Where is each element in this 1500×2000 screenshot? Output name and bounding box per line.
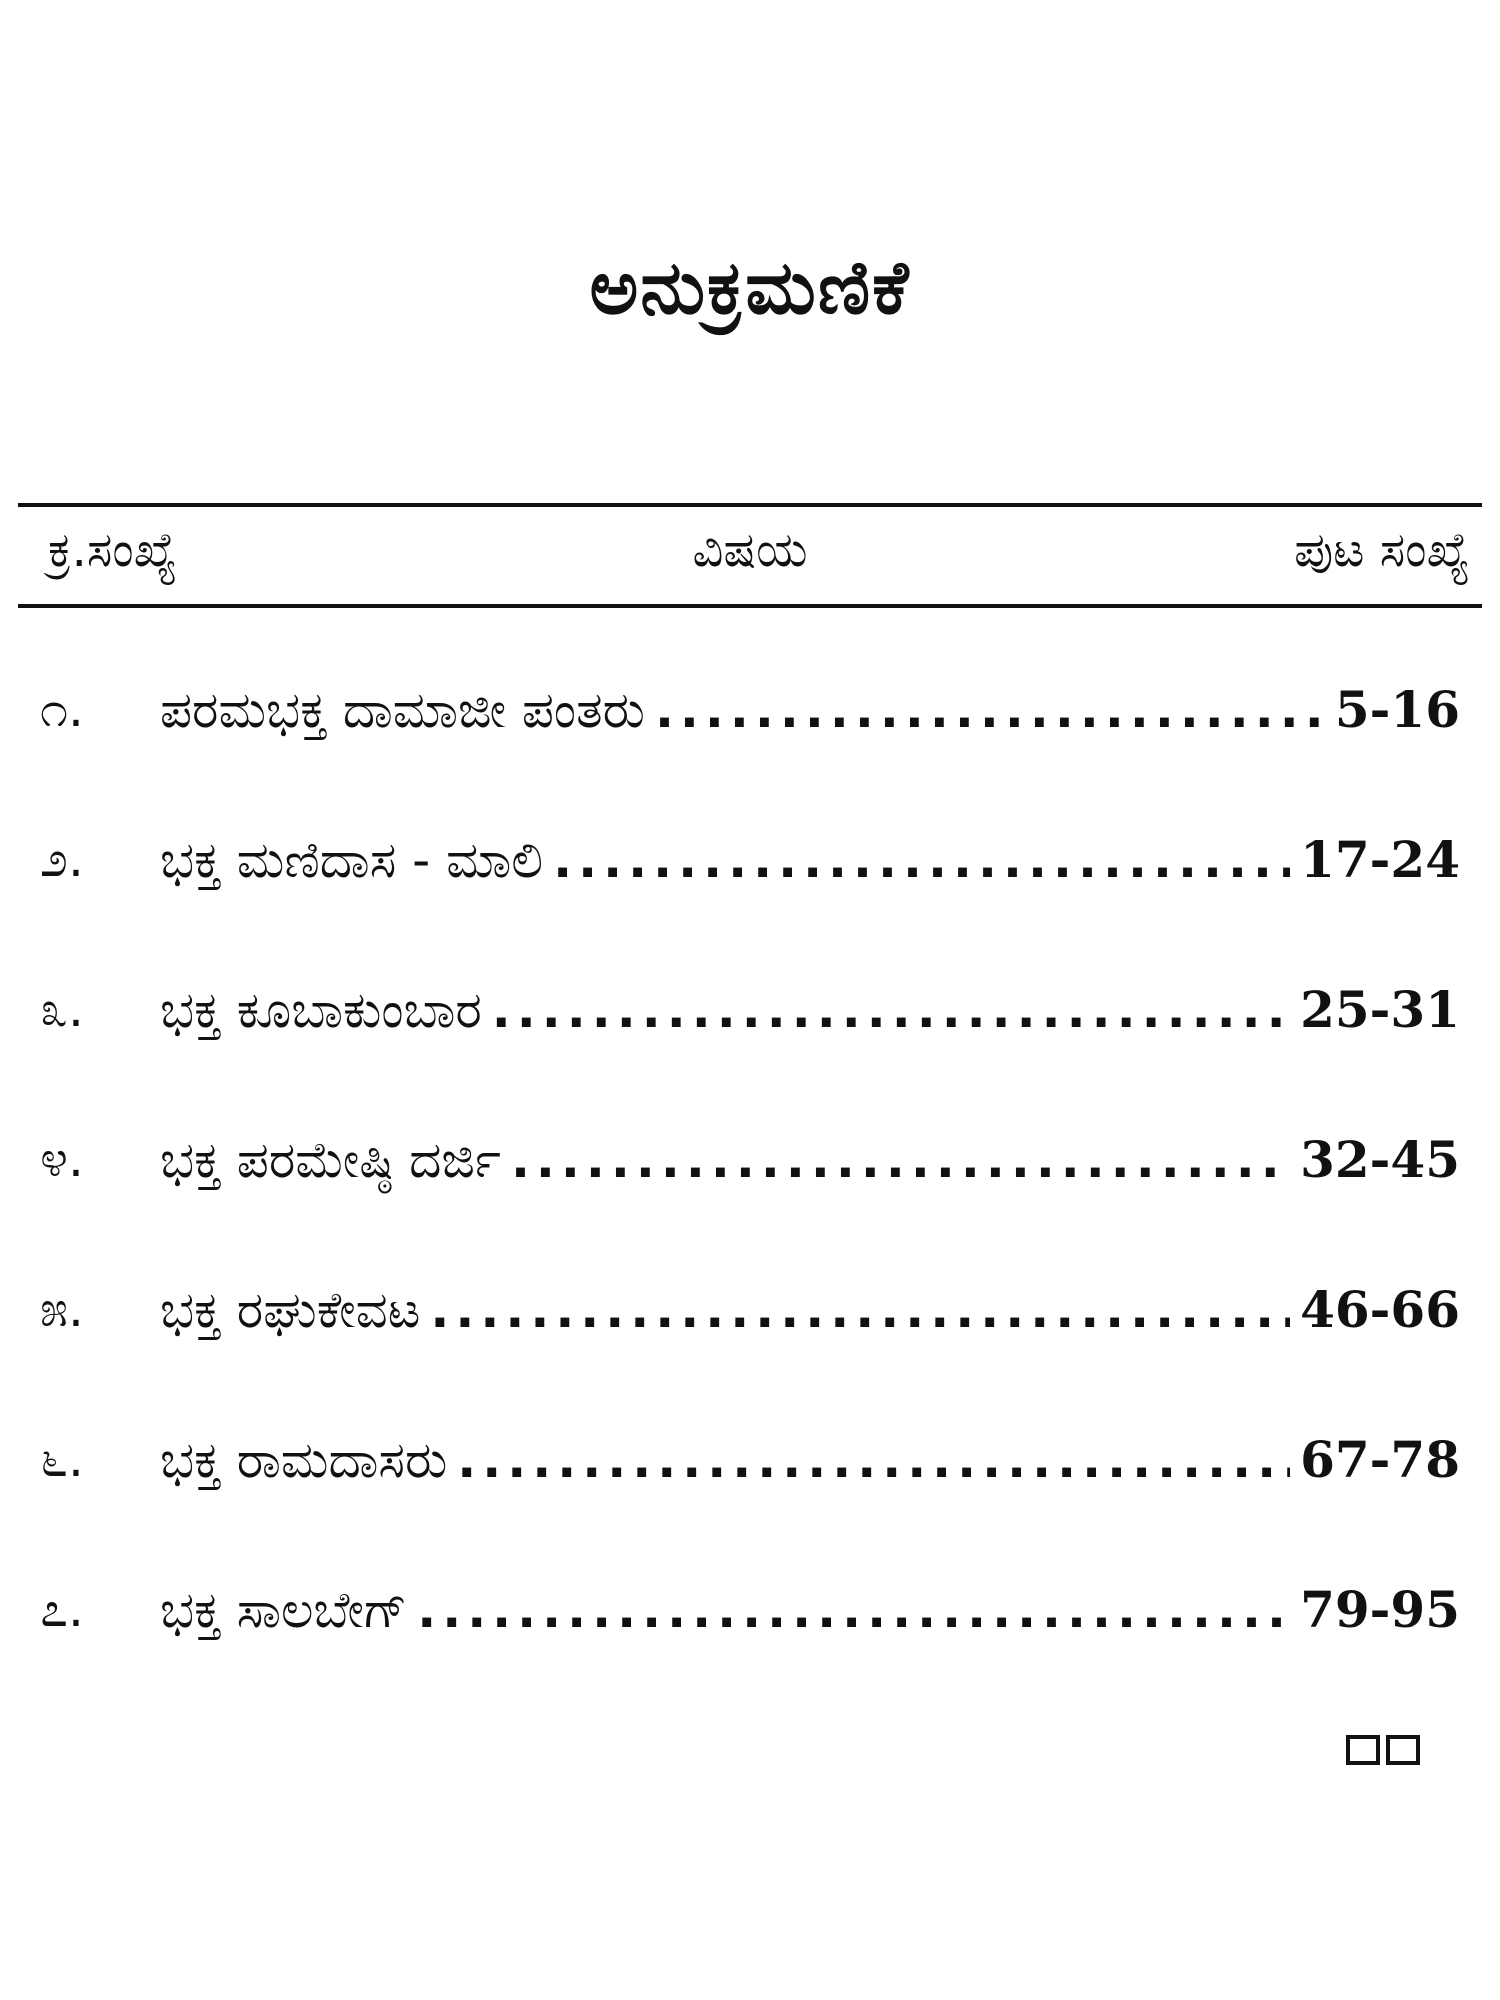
toc-row <box>0 980 1500 1070</box>
toc-row <box>0 1130 1500 1220</box>
toc-row <box>0 1430 1500 1520</box>
toc-entry-number: ೭. <box>40 1580 84 1638</box>
toc-row <box>0 680 1500 770</box>
dot-leader <box>417 1581 1290 1639</box>
toc-entry-title: ಭಕ್ತ ಸಾಲಬೇಗ್ <box>160 1581 408 1639</box>
toc-entry-pages: 46-66 <box>1300 1280 1460 1339</box>
header-top-rule <box>18 503 1482 507</box>
dot-leader <box>492 981 1290 1039</box>
toc-entry <box>160 680 1460 740</box>
toc-entry-title: ಭಕ್ತ ಮಣಿದಾಸ - ಮಾಲಿ <box>160 831 544 889</box>
header-bottom-rule <box>18 604 1482 608</box>
dot-leader <box>511 1131 1290 1189</box>
toc-entry-title: ಭಕ್ತ ಪರಮೇಷ್ಠಿ ದರ್ಜಿ <box>160 1131 501 1189</box>
toc-entry <box>160 1280 1460 1340</box>
toc-entry-pages: 79-95 <box>1300 1580 1460 1639</box>
toc-entry <box>160 1430 1460 1490</box>
toc-entry <box>160 980 1460 1040</box>
toc-entry-number: ೫. <box>40 1280 84 1338</box>
toc-entry-title: ಪರಮಭಕ್ತ ದಾಮಾಜೀ ಪಂತರು <box>160 681 645 739</box>
square-icon <box>1386 1735 1420 1765</box>
toc-entry-pages: 17-24 <box>1300 830 1460 889</box>
page-title: ಅನುಕ್ರಮಣಿಕೆ <box>589 245 911 331</box>
dot-leader <box>553 831 1290 889</box>
toc-row <box>0 830 1500 920</box>
toc-row <box>0 1280 1500 1370</box>
dot-leader <box>655 681 1325 739</box>
toc-entry <box>160 1130 1460 1190</box>
dot-leader <box>457 1431 1290 1489</box>
header-subject: ವಿಷಯ <box>692 522 808 578</box>
toc-entry <box>160 830 1460 890</box>
toc-entry-title: ಭಕ್ತ ರಘುಕೇವಟ <box>160 1281 421 1339</box>
toc-entry-number: ೧. <box>40 680 84 738</box>
table-header <box>18 518 1482 598</box>
toc-entry-pages: 25-31 <box>1300 980 1460 1039</box>
toc-entry-pages: 67-78 <box>1300 1430 1460 1489</box>
toc-entry-pages: 32-45 <box>1300 1130 1460 1189</box>
toc-entry-number: ೬. <box>40 1430 84 1488</box>
toc-entry-title: ಭಕ್ತ ಕೂಬಾಕುಂಬಾರ <box>160 981 482 1039</box>
square-icon <box>1346 1735 1380 1765</box>
toc-entry-number: ೩. <box>40 980 84 1038</box>
toc-entry-number: ೨. <box>40 830 84 888</box>
toc-entry-pages: 5-16 <box>1334 680 1460 739</box>
toc-row <box>0 1580 1500 1670</box>
dot-leader <box>430 1281 1290 1339</box>
toc-entry-title: ಭಕ್ತ ರಾಮದಾಸರು <box>160 1431 448 1489</box>
toc-entry-number: ೪. <box>40 1130 84 1188</box>
header-serial-number: ಕ್ರ.ಸಂಖ್ಯೆ <box>48 522 178 578</box>
toc-entry <box>160 1580 1460 1640</box>
header-page-number: ಪುಟ ಸಂಖ್ಯೆ <box>1294 522 1470 578</box>
end-of-section-mark <box>1346 1735 1420 1765</box>
